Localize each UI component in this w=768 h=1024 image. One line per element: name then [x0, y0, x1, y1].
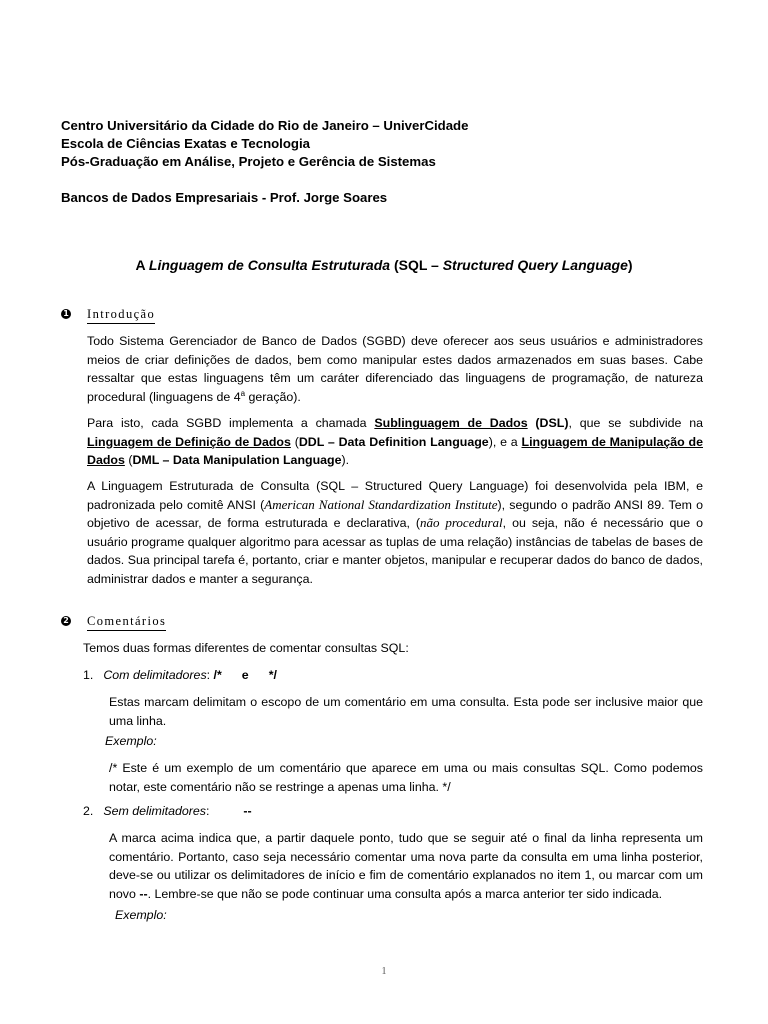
text-span: :	[205, 804, 210, 818]
program-line: Pós-Graduação em Análise, Projeto e Gerência de Sistemas	[61, 154, 436, 169]
list-item-2	[83, 802, 252, 820]
intro-paragraph-2	[87, 414, 703, 470]
number-2-icon: 2	[61, 616, 71, 626]
list-number: 1.	[83, 668, 94, 682]
code-open: /*	[213, 668, 222, 682]
section-introducao-heading	[61, 305, 156, 323]
text-span: . Lembre-se que não se pode continuar uma consulta após a marca anterior ter sido indicada.	[147, 886, 663, 901]
text-span: Todo Sistema Gerenciador de Banco de Dados (SGBD) deve oferecer aos seus usuários e administradores meios de criar definições de dados, bem como manipular estes dados armazenados em suas bases. Cabe ressaltar que estas linguagens têm um caráter diferenciado das linguagens de programação, de natureza procedural (linguagens de 4	[87, 334, 703, 404]
list-item-1	[83, 666, 277, 684]
text-span: Exemplo:	[105, 734, 157, 748]
list-number: 2.	[83, 804, 94, 818]
text-span: e	[241, 668, 249, 682]
number-1-icon: 1	[61, 309, 71, 319]
text-span: A Linguagem Estruturada de Consulta (SQL – Structured Query Language) foi desenvolvida pela IBM, e padronizada pelo comitê ANSI (	[87, 479, 703, 512]
document-title	[0, 256, 768, 274]
term-dml: Linguagem de Manipulação de Dados	[87, 434, 703, 468]
text-span: não procedural	[420, 515, 503, 531]
title-suffix: )	[627, 257, 633, 273]
section-comentarios-heading	[61, 612, 167, 630]
text-span: ).	[341, 453, 350, 468]
text-span: American National Standardization Institute	[264, 496, 498, 512]
text-span: (	[124, 453, 133, 468]
title-italic-2: Structured Query Language	[442, 257, 628, 273]
text-span: (	[290, 434, 299, 449]
text-span: DML – Data Manipulation Language	[132, 453, 342, 468]
course-line: Bancos de Dados Empresariais - Prof. Jorge Soares	[61, 190, 388, 205]
example-label	[105, 732, 157, 750]
title-middle: (SQL –	[390, 257, 443, 273]
text-span: , que se subdivide na	[568, 416, 704, 430]
section-title: Introdução	[87, 305, 155, 324]
example-label-2	[115, 906, 167, 924]
item-1-description: Estas marcam delimitam o escopo de um comentário em uma consulta. Esta pode ser inclusive maior que uma linha.	[109, 695, 703, 728]
text-span: --	[139, 886, 148, 901]
school-line: Escola de Ciências Exatas e Tecnologia	[61, 136, 310, 151]
item-label: Com delimitadores	[103, 668, 207, 682]
item-label: Sem delimitadores	[103, 804, 206, 818]
page-number: 1	[381, 966, 387, 977]
text-span: (DSL)	[527, 416, 569, 430]
section-title: Comentários	[87, 612, 166, 631]
term-dsl: Sublinguagem de Dados	[374, 416, 528, 430]
text-span: , ou seja, não é necessário que o usuário programe qualquer algoritmo para acessar as tuplas de uma relação) instâncias de tabelas de bases de dados. Sua principal tarefa é, portanto, criar e manter objetos, manipular e recuperar dados do banco de dados, administrar dados e manter a segurança.	[87, 516, 703, 586]
title-italic-1: Linguagem de Consulta Estruturada	[148, 257, 391, 273]
term-ddl: Linguagem de Definição de Dados	[87, 434, 291, 449]
text-span: DDL – Data Definition Language	[298, 434, 489, 449]
text-span: ), e a	[488, 434, 522, 449]
item-2-description	[109, 829, 703, 903]
intro-paragraph-1	[87, 332, 703, 406]
text-span: Exemplo:	[115, 908, 167, 922]
text-span: A marca acima indica que, a partir daquele ponto, tudo que se seguir até o final da linha representa um comentário. Portanto, caso seja necessário comentar uma nova parte da consulta em uma linha posterior, deve-se ou utilizar os delimitadores de início e fim de comentário explanados no item 1, ou marcar com um novo	[109, 831, 703, 901]
text-span: ), segundo o padrão ANSI 89. Tem o objetivo de acessar, de forma estruturada e declarativa, (	[87, 497, 703, 531]
title-prefix: A	[135, 257, 149, 273]
code-dashes: --	[243, 804, 252, 818]
comments-lead: Temos duas formas diferentes de comentar consultas SQL:	[83, 641, 409, 655]
text-span: geração).	[245, 389, 301, 404]
intro-paragraph-3	[87, 477, 703, 589]
superscript: a	[240, 388, 246, 398]
item-1-example: /* Este é um exemplo de um comentário que aparece em uma ou mais consultas SQL. Como podemos notar, este comentário não se restringe a apenas uma linha. */	[109, 761, 703, 794]
text-span: Para isto, cada SGBD implementa a chamada	[87, 416, 375, 430]
code-close: */	[268, 668, 277, 682]
text-span: :	[206, 668, 214, 682]
institution-line: Centro Universitário da Cidade do Rio de Janeiro – UniverCidade	[61, 118, 469, 133]
